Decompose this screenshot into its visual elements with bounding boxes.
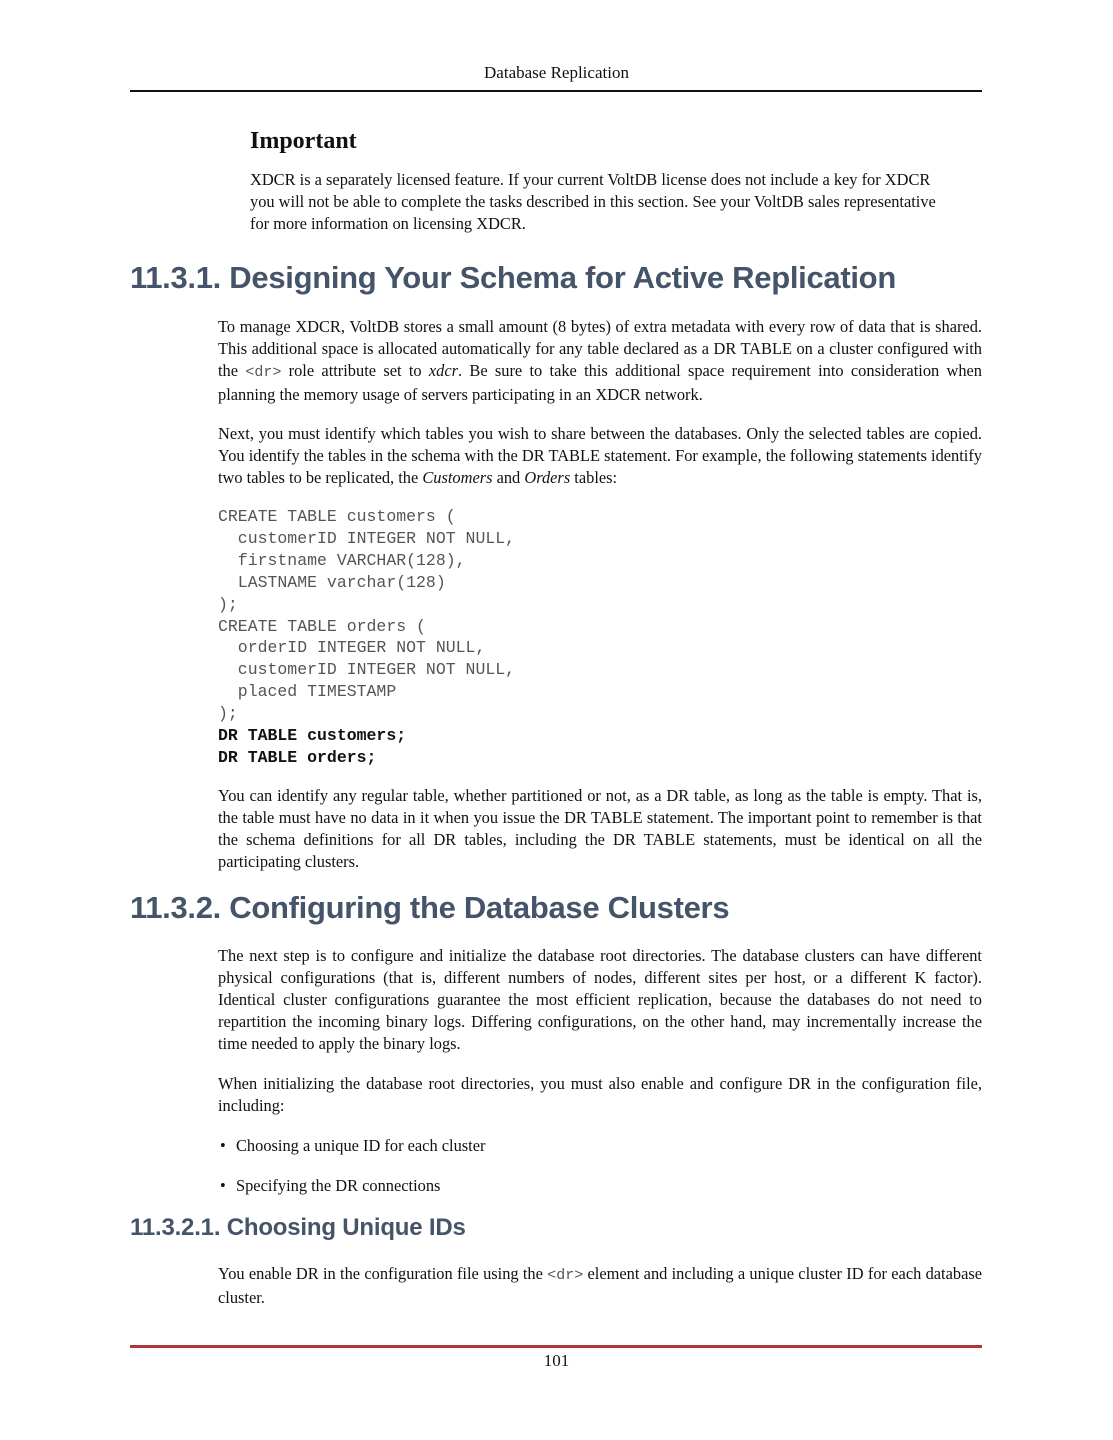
list-item: • Specifying the DR connections: [218, 1175, 982, 1197]
paragraph: You can identify any regular table, whether partitioned or not, as a DR table, as long as the table is empty. That is, the table must have no data in it when you issue the DR TABLE statement. The important point to remember is that the schema definitions for all DR tables, including the DR TABLE statements, must be identical on all the participating clusters.: [218, 786, 982, 871]
paragraph: To manage XDCR, VoltDB stores a small amount (8 bytes) of extra metadata with every row of data that is shared. This additional space is allocated automatically for any table declared as a DR TABLE on a cluster configured with the <dr> role attribute set to xdcr. Be sure to take this additional space requirement into consideration when planning the memory usage of servers participating in an XDCR network. Next, you must identify which tables you wish to share between the databases. Only the selected tables are copied. You identify the tables in the schema with the DR TABLE statement. For example, the following statements identify two tables to be replicated, the Customers and Orders tables:: [218, 317, 982, 487]
bullet-list: [218, 1135, 982, 1197]
page-number: 101: [543, 1351, 570, 1370]
running-header: Database Replication: [484, 63, 629, 82]
header-rule: [130, 90, 982, 92]
list-item: • Choosing a unique ID for each cluster: [218, 1135, 982, 1157]
section-heading-11-3-2-1: 11.3.2.1. Choosing Unique IDs: [130, 1214, 466, 1241]
section-heading-11-3-1: 11.3.1. Designing Your Schema for Active Replication: [130, 260, 896, 295]
paragraph: You enable DR in the configuration file using the <dr> element and including a unique cluster ID for each database cluster.: [218, 1264, 982, 1307]
code-listing: CREATE TABLE customers ( customerID INTEGER NOT NULL, firstname VARCHAR(128), LASTNAME varchar(128) ); CREATE TABLE orders ( orderID INTEGER NOT NULL, customerID INTEGER NOT NULL, placed TIMESTAMP ); DR TABLE customers; DR TABLE orders;: [218, 507, 516, 767]
section-heading-11-3-2: 11.3.2. Configuring the Database Clusters: [130, 890, 730, 925]
paragraph: The next step is to configure and initialize the database root directories. The database clusters can have different physical configurations (that is, different numbers of nodes, different sites per host, or a different K factor). Identical cluster configurations guarantee the most efficient replication, because the databases do not need to repartition the incoming binary logs. Differing configurations, on the other hand, may incrementally increase the time needed to apply the binary logs. When initializing the database root directories, you must also enable and configure DR in the configuration file, including: • Choosing a unique ID for each cluster • Specifying the DR connections: [218, 945, 982, 1197]
important-note: [250, 128, 950, 235]
footer-rule: [130, 1345, 982, 1348]
note-title: Important: [250, 128, 357, 154]
note-text: XDCR is a separately licensed feature. If your current VoltDB license does not include a key for XDCR you will not be able to complete the tasks described in this section. See your VoltDB sales representative for more information on licensing XDCR.: [250, 170, 936, 233]
